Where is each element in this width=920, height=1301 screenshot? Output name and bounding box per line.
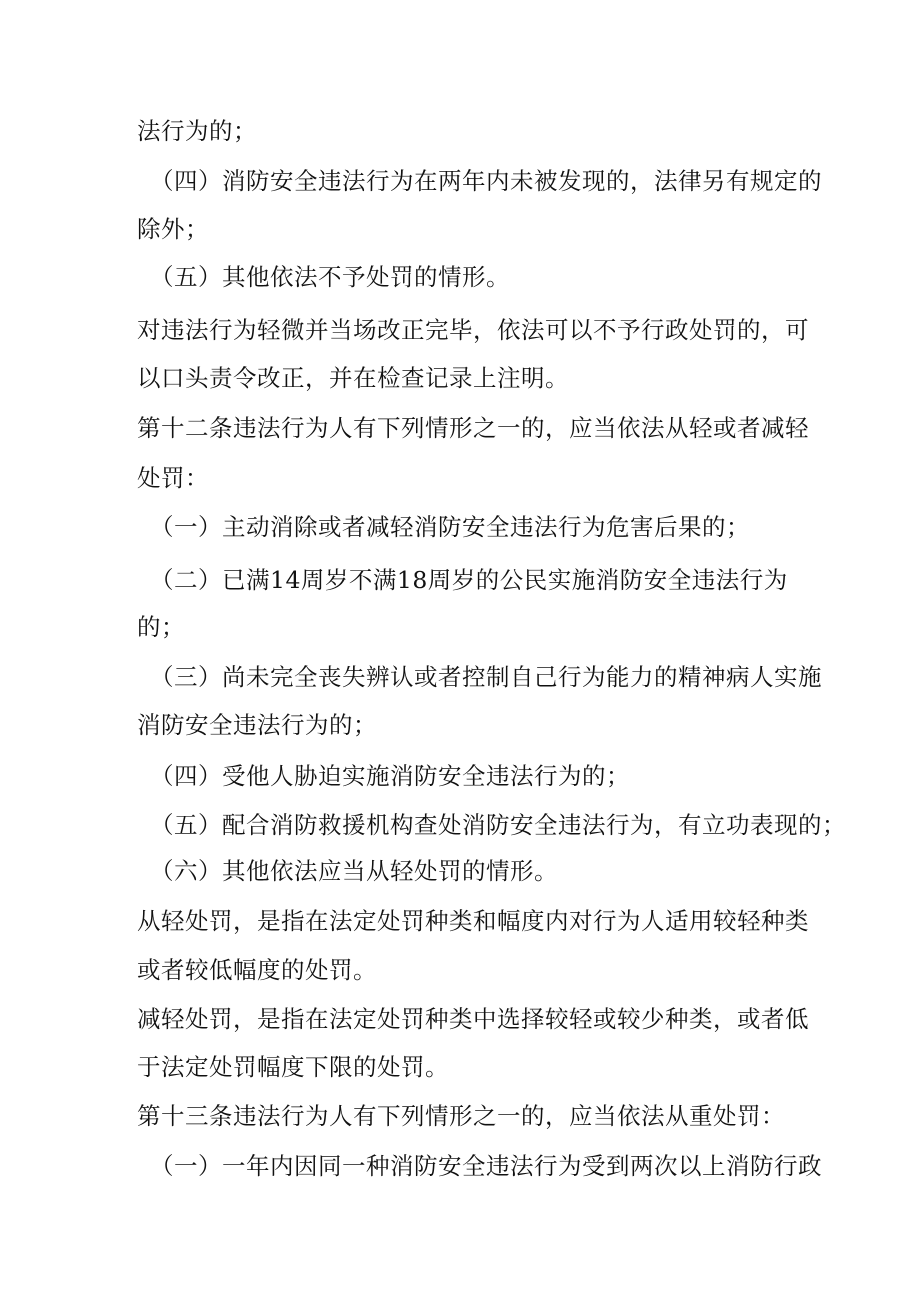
- text-line-16: （六）其他依法应当从轻处罚的情形。: [150, 857, 558, 885]
- text-line-22: （一）一年内因同一种消防安全违法行为受到两次以上消防行政: [150, 1152, 822, 1180]
- text-line-2: （四）消防安全违法行为在两年内未被发现的，法律另有规定的: [150, 167, 822, 195]
- text-line-5: 对违法行为轻微并当场改正完毕，依法可以不予行政处罚的，可: [137, 316, 809, 344]
- text-line-13: 消防安全违法行为的；: [137, 711, 377, 739]
- text-line-6: 以口头责令改正，并在检查记录上注明。: [137, 364, 569, 392]
- text-line-17: 从轻处罚，是指在法定处罚种类和幅度内对行为人适用较轻种类: [137, 907, 809, 935]
- text-line-19: 减轻处罚，是指在法定处罚种类中选择较轻或较少种类，或者低: [137, 1005, 809, 1033]
- text-line-4: （五）其他依法不予处罚的情形。: [150, 263, 510, 291]
- text-line-12: （三）尚未完全丧失辨认或者控制自己行为能力的精神病人实施: [150, 663, 822, 691]
- text-line-9: （一）主动消除或者减轻消防安全违法行为危害后果的；: [150, 513, 750, 541]
- text-line-11: 的；: [137, 613, 185, 641]
- text-line-18: 或者较低幅度的处罚。: [137, 956, 377, 984]
- text-line-20: 于法定处罚幅度下限的处罚。: [137, 1053, 449, 1081]
- text-line-8: 处罚：: [137, 464, 209, 492]
- text-line-21: 第十三条违法行为人有下列情形之一的，应当依法从重处罚：: [137, 1102, 785, 1130]
- text-line-14: （四）受他人胁迫实施消防安全违法行为的；: [150, 762, 630, 790]
- text-line-1: 法行为的；: [137, 117, 257, 145]
- text-line-7: 第十二条违法行为人有下列情形之一的，应当依法从轻或者减轻: [137, 414, 809, 442]
- text-line-3: 除外；: [137, 215, 209, 243]
- text-line-10: （二）已满14周岁不满18周岁的公民实施消防安全违法行为: [150, 566, 788, 594]
- text-line-15: （五）配合消防救援机构查处消防安全违法行为，有立功表现的；: [150, 811, 846, 839]
